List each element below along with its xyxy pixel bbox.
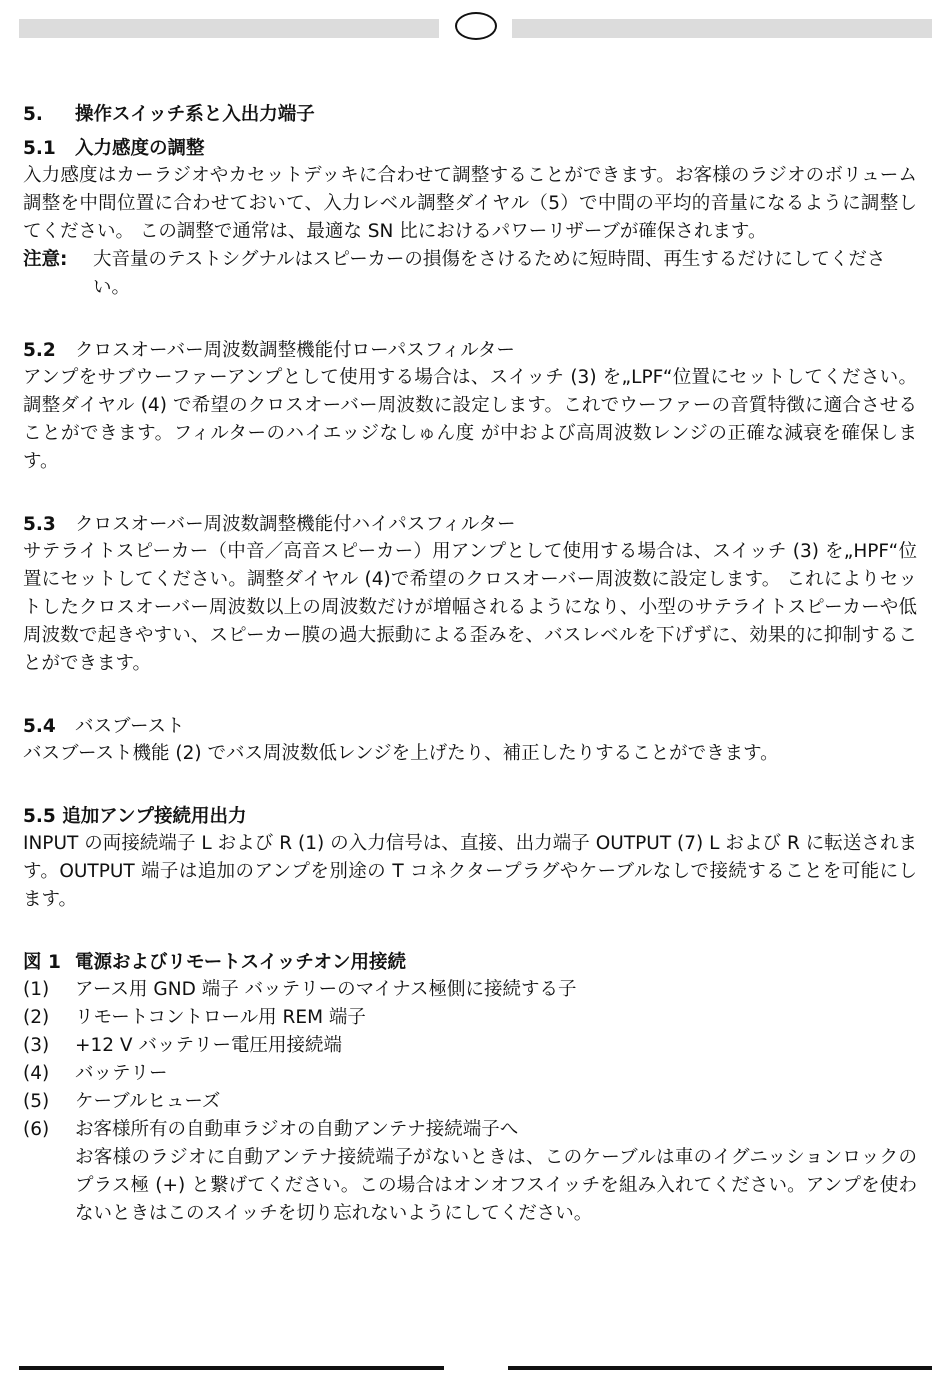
list-item — [23, 1032, 917, 1060]
item-number: (1) — [23, 979, 50, 1000]
section-title: クロスオーバー周波数調整機能付ハイパスフィルター — [75, 514, 516, 535]
section-5-2-heading — [23, 338, 917, 364]
footer-rule-right — [508, 1366, 932, 1370]
document-body — [23, 102, 917, 1228]
figure-number: 図 1 — [23, 952, 61, 973]
list-item — [23, 976, 917, 1004]
item-text: アース用 GND 端子 バッテリーのマイナス極側に接続する子 — [75, 979, 577, 1000]
section-5-3-body: サテライトスピーカー（中音／高音スピーカー）用アンプとして使用する場合は、スイッチ (3) を„HPF“位置にセットしてください。調整ダイヤル (4)で希望のクロスオーバー周波数に設定します。 これによりセットしたクロスオーバー周波数以上の周波数だけが増幅されるようになり、小型のサテライトスピーカーや低周波数で起きやすい、スピーカー膜の過大振動による歪みを、バスレベルを下げずに、効果的に抑制することができます。 — [23, 541, 917, 674]
section-number: 5.2 — [23, 340, 56, 361]
section-5-1-heading — [23, 136, 917, 162]
figure-1-heading — [23, 950, 917, 976]
section-title: クロスオーバー周波数調整機能付ローパスフィルター — [75, 340, 515, 361]
section-5-5-body: INPUT の両接続端子 L および R (1) の入力信号は、直接、出力端子 OUTPUT (7) L および R に転送されます。OUTPUT 端子は追加のアンプを別途の T コネクタープラグやケーブルなしで接続することを可能にします。 — [23, 833, 917, 910]
item-text: リモートコントロール用 REM 端子 — [75, 1007, 366, 1028]
item-text-extra: お客様のラジオに自動アンテナ接続端子がないときは、このケーブルは車のイグニッションロックのプラス極 (+) と繋げてください。この場合はオンオフスイッチを組み入れてください。アンプを使わないときはこのスイッチを切り忘れないようにしてください。 — [75, 1147, 917, 1224]
section-number: 5.1 — [23, 138, 56, 159]
section-number: 5. — [23, 104, 43, 125]
item-text: +12 V バッテリー電圧用接続端 — [75, 1035, 342, 1056]
list-item — [23, 1004, 917, 1032]
section-5-4-body: バスブースト機能 (2) でバス周波数低レンジを上げたり、補正したりすることができます。 — [23, 743, 779, 764]
list-item — [23, 1060, 917, 1088]
item-text: バッテリー — [75, 1063, 168, 1084]
section-number: 5.3 — [23, 514, 56, 535]
section-title: 操作スイッチ系と入出力端子 — [75, 104, 315, 125]
item-number: (2) — [23, 1007, 50, 1028]
section-title: 5.5 追加アンプ接続用出力 — [23, 806, 247, 827]
list-item — [23, 1116, 917, 1228]
figure-1-legend — [23, 976, 917, 1228]
item-text-main: お客様所有の自動車ラジオの自動アンテナ接続端子へ — [75, 1119, 519, 1140]
caution-text: 大音量のテストシグナルはスピーカーの損傷をさけるために短時間、再生するだけにしてください。 — [93, 249, 886, 298]
header-bar-right — [512, 19, 932, 38]
section-number: 5.4 — [23, 716, 56, 737]
page-number-oval — [455, 12, 497, 40]
footer-rule-left — [19, 1366, 444, 1370]
item-text: ケーブルヒューズ — [75, 1091, 221, 1112]
header-bar-left — [19, 19, 439, 38]
section-5-1-body: 入力感度はカーラジオやカセットデッキに合わせて調整することができます。お客様のラジオのボリューム調整を中間位置に合わせておいて、入力レベル調整ダイヤル（5）で中間の平均的音量になるように調整してください。 この調整で通常は、最適な SN 比におけるパワーリザーブが確保されます。 — [23, 165, 917, 242]
section-5-5-heading — [23, 804, 917, 830]
item-number: (4) — [23, 1063, 50, 1084]
item-number: (3) — [23, 1035, 50, 1056]
figure-title: 電源およびリモートスイッチオン用接続 — [75, 952, 406, 973]
section-title: バスブースト — [75, 716, 185, 737]
section-5-2-body: アンプをサブウーファーアンプとして使用する場合は、スイッチ (3) を„LPF“位置にセットしてください。調整ダイヤル (4) で希望のクロスオーバー周波数に設定します。これでウーファーの音質特徴に適合させることができます。フィルターのハイエッジなしゅん度 が中および高周波数レンジの正確な減衰を確保します。 — [23, 367, 917, 472]
section-5-3-heading — [23, 512, 917, 538]
list-item — [23, 1088, 917, 1116]
item-number: (5) — [23, 1091, 50, 1112]
section-title: 入力感度の調整 — [75, 138, 205, 159]
section-5-heading — [23, 102, 917, 128]
caution-label: 注意: — [23, 249, 68, 270]
section-5-4-heading — [23, 714, 917, 740]
item-text — [75, 1116, 917, 1228]
item-number: (6) — [23, 1119, 50, 1140]
caution-note — [23, 246, 917, 302]
